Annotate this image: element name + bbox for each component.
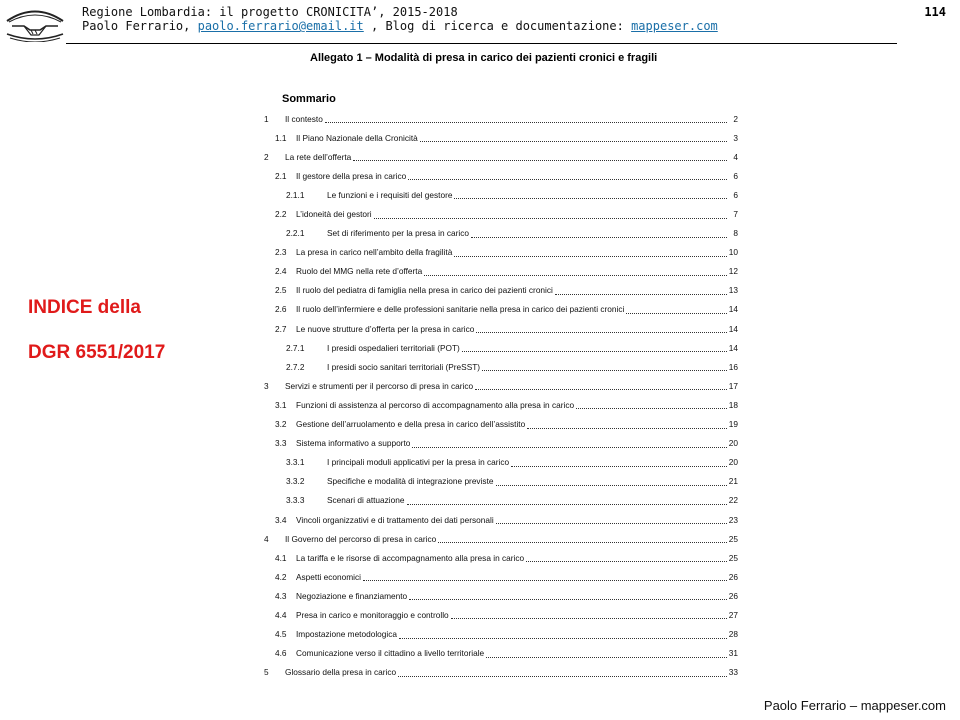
toc-entry-page: 12: [728, 266, 738, 277]
footer-credit: Paolo Ferrario – mappeser.com: [763, 698, 946, 713]
toc-entry[interactable]: [264, 586, 738, 605]
toc-entry-number: 2.7.1: [286, 342, 305, 353]
toc-dot-leader: [399, 632, 727, 639]
toc-dot-leader: [454, 192, 727, 199]
toc-entry-page: 18: [728, 399, 738, 410]
toc-entry-title: I presidi socio sanitari territoriali (PreSST): [327, 361, 481, 372]
toc-entry[interactable]: [264, 147, 738, 166]
author-email-link[interactable]: paolo.ferrario@email.it: [197, 19, 364, 33]
toc-entry-page: 6: [733, 189, 738, 200]
toc-entry-number: 2.1.1: [286, 189, 305, 200]
toc-entry[interactable]: [264, 434, 738, 453]
toc-entry-page: 17: [728, 380, 738, 391]
header-divider: [66, 43, 897, 44]
toc-entry-title: Le funzioni e i requisiti del gestore: [327, 189, 453, 200]
toc-entry[interactable]: [264, 357, 738, 376]
toc-entry-number: 2.2.1: [286, 228, 305, 239]
toc-entry-title: Il Piano Nazionale della Cronicità: [296, 132, 418, 143]
sidebar-label-dgr: DGR 6551/2017: [28, 342, 166, 363]
toc-entry-number: 2.5: [275, 285, 287, 296]
toc-dot-leader: [409, 593, 727, 600]
toc-entry-page: 20: [728, 438, 738, 449]
toc-entry-number: 3.3: [275, 438, 287, 449]
toc-entry-page: 26: [728, 590, 738, 601]
toc-dot-leader: [462, 345, 727, 352]
toc-entry-title: Il ruolo dell’infermiere e delle professioni sanitarie nella presa in carico dei pazienti cronici: [296, 304, 625, 315]
toc-entry-title: Presa in carico e monitoraggio e controllo: [296, 609, 449, 620]
toc-entry-page: 28: [728, 629, 738, 640]
toc-entry-page: 16: [728, 361, 738, 372]
toc-dot-leader: [511, 460, 727, 467]
toc-entry-page: 26: [728, 571, 738, 582]
toc-entry-number: 3.2: [275, 419, 287, 430]
toc-entry[interactable]: [264, 510, 738, 529]
toc-entry-page: 20: [728, 457, 738, 468]
toc-entry-page: 25: [728, 552, 738, 563]
header-line-1: Regione Lombardia: il progetto CRONICITA’, 2015-2018: [82, 5, 458, 19]
page-number: 114: [924, 5, 946, 19]
toc-entry-page: 25: [728, 533, 738, 544]
toc-entry[interactable]: [264, 224, 738, 243]
toc-entry[interactable]: [264, 548, 738, 567]
toc-dot-leader: [476, 326, 726, 333]
toc-entry-title: Scenari di attuazione: [327, 495, 405, 506]
toc-dot-leader: [555, 288, 727, 295]
toc-entry-page: 22: [728, 495, 738, 506]
toc-entry[interactable]: [264, 109, 738, 128]
header-author: Paolo Ferrario,: [82, 19, 198, 33]
toc-entry-page: 3: [733, 132, 738, 143]
toc-entry-title: Set di riferimento per la presa in carico: [327, 228, 470, 239]
toc-entry-title: Il contesto: [285, 113, 323, 124]
toc-entry-number: 4.2: [275, 571, 287, 582]
toc-entry-title: Il gestore della presa in carico: [296, 170, 407, 181]
toc-entry-number: 4.6: [275, 648, 287, 659]
toc-entry-title: Servizi e strumenti per il percorso di presa in carico: [285, 380, 474, 391]
toc-entry[interactable]: [264, 128, 738, 147]
toc-dot-leader: [496, 479, 727, 486]
toc-entry-number: 2.6: [275, 304, 287, 315]
sidebar-label-index: INDICE della: [28, 297, 141, 318]
toc-dot-leader: [398, 670, 727, 677]
toc-entry-number: 2.4: [275, 266, 287, 277]
toc-entry[interactable]: [264, 319, 738, 338]
toc-entry-number: 2.7: [275, 323, 287, 334]
toc-entry-number: 2.1: [275, 170, 287, 181]
handshake-logo-icon: [4, 4, 66, 42]
toc-entry-number: 3.1: [275, 399, 287, 410]
toc-entry-title: Gestione dell’arruolamento e della presa in carico dell’assistito: [296, 419, 526, 430]
toc-entry-number: 3.4: [275, 514, 287, 525]
toc-entry[interactable]: [264, 166, 738, 185]
toc-dot-leader: [486, 651, 727, 658]
toc-dot-leader: [325, 116, 727, 123]
toc-entry-number: 2.7.2: [286, 361, 305, 372]
toc-dot-leader: [451, 612, 727, 619]
document-title: Allegato 1 – Modalità di presa in carico dei pazienti cronici e fragili: [310, 52, 658, 64]
toc-entry[interactable]: [264, 338, 738, 357]
toc-dot-leader: [420, 135, 727, 142]
blog-site-link[interactable]: mappeser.com: [631, 19, 718, 33]
toc-entry-number: 2.2: [275, 209, 287, 220]
toc-dot-leader: [408, 173, 727, 180]
toc-entry-title: Vincoli organizzativi e di trattamento dei dati personali: [296, 514, 494, 525]
toc-entry-number: 1: [264, 113, 269, 124]
toc-entry-number: 3.3.3: [286, 495, 305, 506]
toc-entry[interactable]: [264, 472, 738, 491]
toc-dot-leader: [353, 154, 727, 161]
toc-entry[interactable]: [264, 185, 738, 204]
toc-entry[interactable]: [264, 605, 738, 624]
slide-header: [82, 5, 718, 33]
toc-entry-page: 31: [728, 648, 738, 659]
toc-dot-leader: [363, 574, 727, 581]
toc-entry[interactable]: [264, 281, 738, 300]
toc-entry-number: 3.3.1: [286, 457, 305, 468]
toc-entry-number: 4.3: [275, 590, 287, 601]
toc-entry-title: Sistema informativo a supporto: [296, 438, 411, 449]
toc-entry[interactable]: [264, 491, 738, 510]
toc-entry-page: 19: [728, 419, 738, 430]
toc-entry[interactable]: [264, 204, 738, 223]
toc-entry-title: Le nuove strutture d’offerta per la presa in carico: [296, 323, 475, 334]
toc-entry-title: Negoziazione e finanziamento: [296, 590, 408, 601]
toc-entry-number: 4.1: [275, 552, 287, 563]
toc-entry-number: 3.3.2: [286, 476, 305, 487]
toc-entry-page: 14: [728, 304, 738, 315]
toc-dot-leader: [475, 383, 727, 390]
toc-entry-page: 2: [733, 113, 738, 124]
toc-entry-number: 4.5: [275, 629, 287, 640]
toc-entry-page: 21: [728, 476, 738, 487]
toc-entry-page: 7: [733, 209, 738, 220]
toc-entry-page: 10: [728, 247, 738, 258]
toc-entry-number: 4.4: [275, 609, 287, 620]
toc-entry[interactable]: [264, 625, 738, 644]
toc-dot-leader: [576, 402, 727, 409]
toc-entry-number: 5: [264, 667, 269, 678]
toc-entry-number: 2.3: [275, 247, 287, 258]
toc-entry-page: 6: [733, 170, 738, 181]
toc-entry-page: 4: [733, 151, 738, 162]
toc-dot-leader: [374, 212, 727, 219]
toc-entry[interactable]: [264, 415, 738, 434]
toc-entry-title: La presa in carico nell’ambito della fragilità: [296, 247, 453, 258]
toc-dot-leader: [412, 441, 726, 448]
toc-entry-page: 8: [733, 228, 738, 239]
toc-dot-leader: [626, 307, 726, 314]
toc-dot-leader: [526, 555, 727, 562]
toc-entry-title: Ruolo del MMG nella rete d’offerta: [296, 266, 423, 277]
toc-entry-title: Glossario della presa in carico: [285, 667, 397, 678]
toc-entry-title: Specifiche e modalità di integrazione previste: [327, 476, 494, 487]
toc-entry-title: I principali moduli applicativi per la presa in carico: [327, 457, 510, 468]
toc-dot-leader: [496, 517, 727, 524]
toc-dot-leader: [527, 422, 727, 429]
table-of-contents: [264, 109, 738, 682]
toc-entry-page: 14: [728, 342, 738, 353]
toc-entry-page: 13: [728, 285, 738, 296]
toc-entry[interactable]: [264, 395, 738, 414]
toc-entry-title: Il Governo del percorso di presa in carico: [285, 533, 437, 544]
toc-entry[interactable]: [264, 644, 738, 663]
toc-entry[interactable]: [264, 663, 738, 682]
toc-entry[interactable]: [264, 376, 738, 395]
toc-entry-page: 23: [728, 514, 738, 525]
toc-dot-leader: [471, 231, 727, 238]
toc-dot-leader: [454, 250, 726, 257]
toc-entry-title: L’idoneità dei gestori: [296, 209, 372, 220]
toc-dot-leader: [407, 498, 727, 505]
toc-entry-title: La tariffa e le risorse di accompagnamento alla presa in carico: [296, 552, 525, 563]
toc-entry[interactable]: [264, 262, 738, 281]
toc-entry-page: 14: [728, 323, 738, 334]
toc-entry-number: 3: [264, 380, 269, 391]
toc-entry-number: 2: [264, 151, 269, 162]
toc-dot-leader: [424, 269, 727, 276]
toc-entry[interactable]: [264, 453, 738, 472]
toc-entry-title: Funzioni di assistenza al percorso di accompagnamento alla presa in carico: [296, 399, 575, 410]
header-line-2: [82, 19, 718, 33]
toc-heading: Sommario: [282, 93, 336, 105]
toc-dot-leader: [482, 364, 727, 371]
toc-entry-title: Impostazione metodologica: [296, 629, 398, 640]
header-blog-label: , Blog di ricerca e documentazione:: [363, 19, 632, 33]
toc-entry-number: 4: [264, 533, 269, 544]
toc-entry-title: La rete dell’offerta: [285, 151, 352, 162]
toc-entry[interactable]: [264, 300, 738, 319]
toc-entry-title: Aspetti economici: [296, 571, 362, 582]
toc-entry[interactable]: [264, 567, 738, 586]
toc-entry[interactable]: [264, 529, 738, 548]
toc-entry-title: Il ruolo del pediatra di famiglia nella presa in carico dei pazienti cronici: [296, 285, 553, 296]
toc-entry-title: Comunicazione verso il cittadino a livello territoriale: [296, 648, 485, 659]
toc-dot-leader: [438, 536, 727, 543]
toc-entry-page: 33: [728, 667, 738, 678]
toc-entry-number: 1.1: [275, 132, 287, 143]
toc-entry[interactable]: [264, 243, 738, 262]
toc-entry-page: 27: [728, 609, 738, 620]
toc-entry-title: I presidi ospedalieri territoriali (POT): [327, 342, 460, 353]
